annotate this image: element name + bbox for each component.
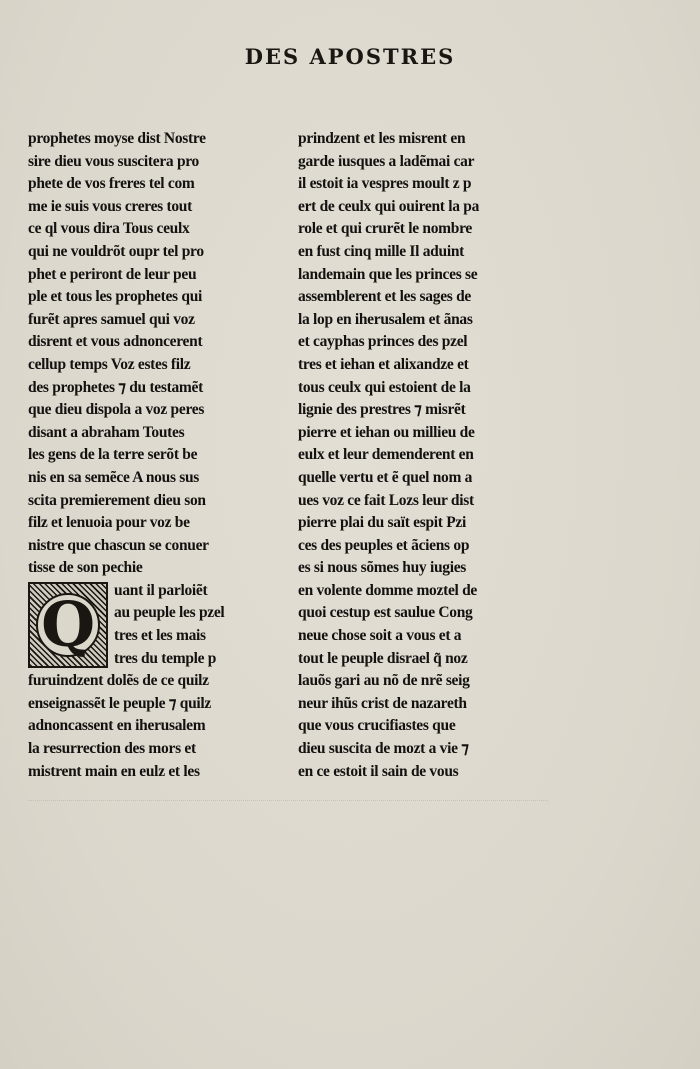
page-rule: [28, 800, 548, 809]
text-line: garde iusques a ladẽmai car: [298, 152, 475, 170]
text-line: qui ne vouldrõt oupr tel pro: [28, 242, 204, 260]
text-line: en volente domme moztel de: [298, 581, 478, 599]
text-line: ple et tous les prophetes qui: [28, 288, 203, 306]
text-line: quoi cestup est saulue Cong: [298, 604, 473, 622]
text-line: disant a abraham Toutes: [28, 423, 185, 441]
decorated-initial: [28, 582, 108, 668]
text-line: tous ceulx qui estoient de la: [298, 378, 471, 396]
text-line: dieu suscita de mozt a vie ⁊: [298, 740, 469, 758]
right-column: [298, 128, 533, 783]
text-line: enseignassẽt le peuple ⁊ quilz: [28, 694, 211, 712]
running-head: DES APOSTRES: [244, 44, 456, 69]
text-line: les gens de la terre serõt be: [28, 446, 198, 464]
text-line: scita premierement dieu son: [28, 491, 206, 509]
text-line: filz et lenuoia pour voz be: [28, 514, 190, 532]
text-line: tisse de son pechie: [28, 559, 143, 577]
text-line: nis en sa semẽce A nous sus: [28, 468, 200, 486]
text-line: que vous crucifiastes que: [298, 717, 456, 735]
text-line: il estoit ia vespres moult z p: [298, 175, 472, 193]
text-line: quelle vertu et ẽ quel nom a: [298, 468, 473, 486]
text-line: mistrent main en eulz et les: [28, 762, 200, 780]
text-line: adnoncassent en iherusalem: [28, 717, 206, 735]
text-line: ert de ceulx qui ouirent la pa: [298, 197, 480, 215]
text-line: furuindzent dolẽs de ce quilz: [28, 672, 209, 690]
text-line: phet e periront de leur peu: [28, 265, 197, 283]
text-line: assemblerent et les sages de: [298, 288, 471, 306]
text-line: eulx et leur demenderent en: [298, 446, 474, 464]
text-line: cellup temps Voz estes filz: [28, 355, 191, 373]
text-line: pierre plai du saït espit Pzi: [298, 514, 466, 532]
text-line: furẽt apres samuel qui voz: [28, 310, 195, 328]
text-line: nistre que chascun se conuer: [28, 536, 209, 554]
text-line: pierre et iehan ou millieu de: [298, 423, 475, 441]
text-line: et cayphas princes des pzel: [298, 333, 468, 351]
text-line: neur ihũs crist de nazareth: [298, 694, 467, 712]
text-line: tout le peuple disrael q̃ noz: [298, 649, 468, 667]
text-line: neue chose soit a vous et a: [298, 627, 462, 645]
text-line: au peuple les pzel: [114, 604, 225, 622]
text-line: lignie des prestres ⁊ misrẽt: [298, 401, 466, 419]
text-line: que dieu dispola a voz peres: [28, 401, 205, 419]
text-line: landemain que les princes se: [298, 265, 478, 283]
text-line: tres du temple p: [114, 649, 217, 667]
initial-paragraph: [28, 580, 263, 670]
text-line: en fust cinq mille Il aduint: [298, 242, 465, 260]
text-line: des prophetes ⁊ du testamẽt: [28, 378, 203, 396]
text-line: en ce estoit il sain de vous: [298, 762, 459, 780]
text-line: tres et les mais: [114, 627, 206, 645]
initial-letter: Q: [36, 593, 100, 657]
text-line: sire dieu vous suscitera pro: [28, 152, 200, 170]
text-line: es si nous sõmes huy iugies: [298, 559, 467, 577]
text-line: prindzent et les misrent en: [298, 130, 466, 147]
text-line: ues voz ce fait Lozs leur dist: [298, 491, 474, 509]
text-line: disrent et vous adnoncerent: [28, 333, 203, 351]
text-line: prophetes moyse dist Nostre: [28, 130, 206, 147]
text-line: ce ql vous dira Tous ceulx: [28, 220, 190, 238]
text-line: role et qui crurẽt le nombre: [298, 220, 472, 238]
text-line: la resurrection des mors et: [28, 740, 196, 758]
text-line: me ie suis vous creres tout: [28, 197, 192, 215]
text-line: tres et iehan et alixandze et: [298, 355, 469, 373]
text-line: phete de vos freres tel com: [28, 175, 195, 193]
text-line: la lop en iherusalem et ãnas: [298, 310, 473, 328]
text-line: lauõs gari au nõ de nrẽ seig: [298, 672, 470, 690]
text-line: ces des peuples et ãciens op: [298, 536, 470, 554]
text-line: uant il parloiẽt: [114, 581, 208, 599]
left-column: [28, 128, 263, 783]
